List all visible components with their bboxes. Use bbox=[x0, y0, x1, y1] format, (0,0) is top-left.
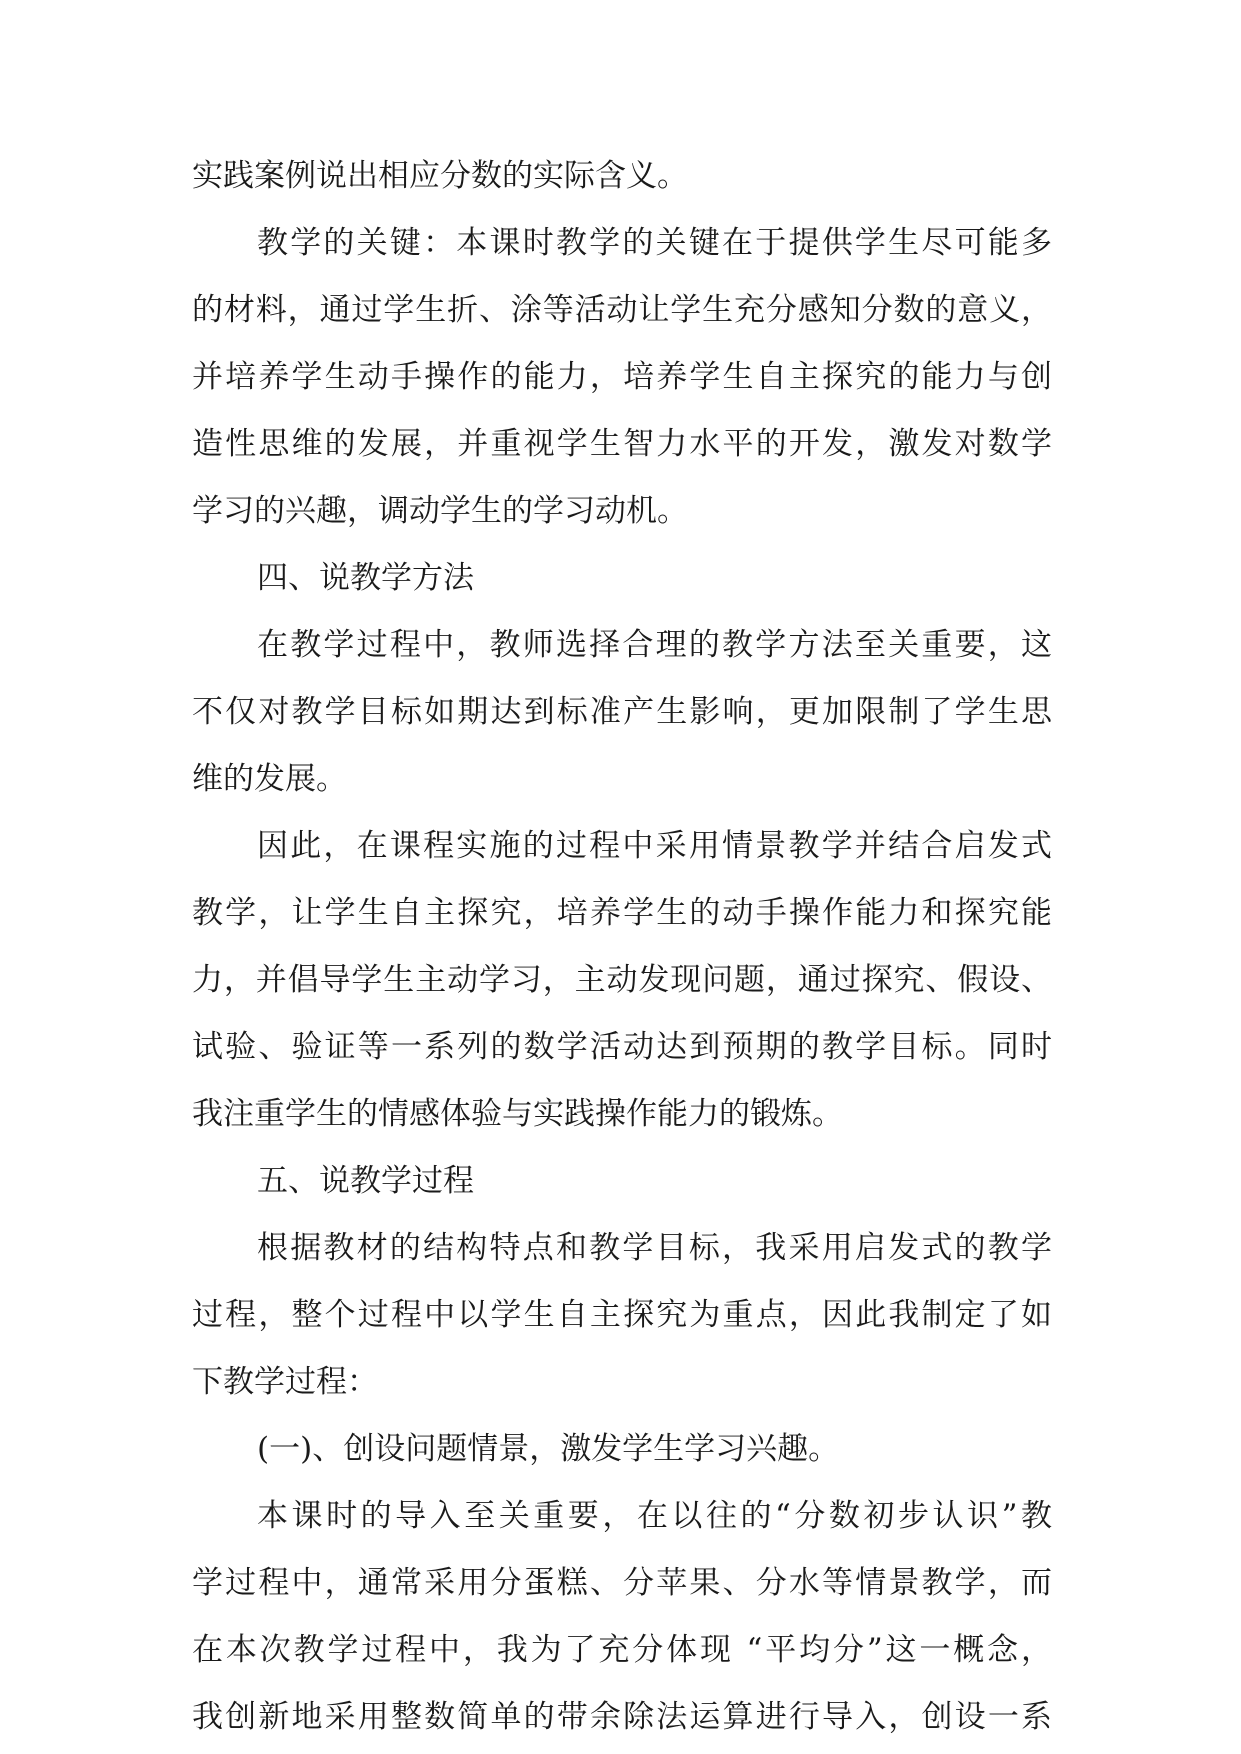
subsection-heading: (一)、创设问题情景，激发学生学习兴趣。 bbox=[257, 1431, 840, 1467]
text-line: 不仅对教学目标如期达到标准产生影响，更加限制了学生思 bbox=[192, 694, 1052, 730]
text-line: 在教学过程中，教师选择合理的教学方法至关重要，这 bbox=[257, 627, 1052, 663]
text-line: 试验、验证等一系列的数学活动达到预期的教学目标。同时 bbox=[192, 1029, 1052, 1065]
text-line: 根据教材的结构特点和教学目标，我采用启发式的教学 bbox=[257, 1230, 1052, 1266]
text-line: 教学，让学生自主探究，培养学生的动手操作能力和探究能 bbox=[192, 895, 1052, 931]
text-line: 本课时的导入至关重要，在以往的“分数初步认识”教 bbox=[257, 1498, 1052, 1534]
text-line: 并培养学生动手操作的能力，培养学生自主探究的能力与创 bbox=[192, 359, 1052, 395]
text-line: 维的发展。 bbox=[192, 761, 347, 797]
text-line: 教学的关键：本课时教学的关键在于提供学生尽可能多 bbox=[257, 225, 1052, 261]
section-heading: 四、说教学方法 bbox=[257, 560, 474, 596]
text-line: 学习的兴趣，调动学生的学习动机。 bbox=[192, 493, 688, 529]
section-heading: 五、说教学过程 bbox=[257, 1163, 474, 1199]
text-line: 力，并倡导学生主动学习，主动发现问题，通过探究、假设、 bbox=[192, 962, 1052, 998]
text-line: 过程，整个过程中以学生自主探究为重点，因此我制定了如 bbox=[192, 1297, 1052, 1333]
text-line: 下教学过程： bbox=[192, 1364, 378, 1400]
text-line: 学过程中，通常采用分蛋糕、分苹果、分水等情景教学，而 bbox=[192, 1565, 1052, 1601]
text-line: 造性思维的发展，并重视学生智力水平的开发，激发对数学 bbox=[192, 426, 1052, 462]
text-line: 实践案例说出相应分数的实际含义。 bbox=[192, 158, 688, 194]
text-line: 的材料，通过学生折、涂等活动让学生充分感知分数的意义， bbox=[192, 292, 1052, 328]
text-line: 我创新地采用整数简单的带余除法运算进行导入，创设一系 bbox=[192, 1699, 1052, 1735]
text-line: 我注重学生的情感体验与实践操作能力的锻炼。 bbox=[192, 1096, 843, 1132]
text-line: 在本次教学过程中，我为了充分体现 “平均分”这一概念， bbox=[192, 1632, 1052, 1668]
text-line: 因此，在课程实施的过程中采用情景教学并结合启发式 bbox=[257, 828, 1052, 864]
